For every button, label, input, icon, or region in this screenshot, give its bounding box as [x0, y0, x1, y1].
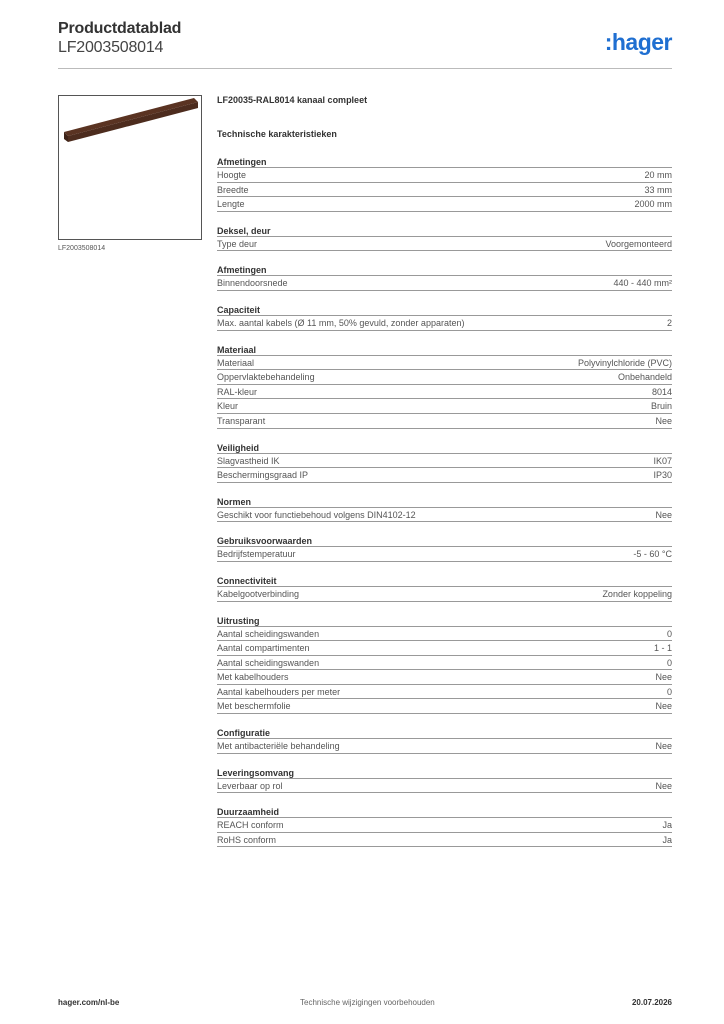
- spec-value: 33 mm: [644, 184, 672, 195]
- spec-value: 440 - 440 mm²: [613, 278, 672, 289]
- section-title: Connectiviteit: [217, 575, 672, 587]
- spec-label: Binnendoorsnede: [217, 278, 288, 289]
- spec-row: [217, 356, 672, 371]
- section-title: Uitrusting: [217, 615, 672, 627]
- spec-section: [217, 156, 672, 212]
- image-caption: LF2003508014: [58, 245, 106, 252]
- spec-label: Hoogte: [217, 170, 247, 180]
- spec-section: [217, 344, 672, 429]
- spec-section: [217, 615, 672, 715]
- spec-value: 20 mm: [644, 170, 672, 180]
- spec-row: [217, 237, 672, 252]
- spec-row: [217, 197, 672, 212]
- footer-note: Technische wijzigingen voorbehouden: [300, 998, 435, 1007]
- spec-value: 0: [666, 657, 672, 668]
- spec-section: [217, 442, 672, 483]
- spec-row: [217, 685, 672, 700]
- spec-label: Geschikt voor functiebehoud volgens DIN4102-12: [217, 509, 416, 520]
- spec-section: [217, 304, 672, 331]
- spec-value: Nee: [655, 741, 672, 752]
- spec-section: [217, 727, 672, 754]
- section-title: Capaciteit: [217, 304, 672, 316]
- spec-sections: [217, 156, 672, 847]
- spec-label: Aantal compartimenten: [217, 643, 310, 654]
- spec-label: Met kabelhouders: [217, 672, 289, 683]
- spec-label: Aantal kabelhouders per meter: [217, 686, 341, 697]
- spec-row: [217, 183, 672, 198]
- spec-row: [217, 370, 672, 385]
- spec-label: Kleur: [217, 401, 239, 412]
- spec-row: [217, 641, 672, 656]
- spec-row: [217, 454, 672, 469]
- spec-row: [217, 587, 672, 602]
- spec-label: Leverbaar op rol: [217, 780, 283, 791]
- spec-label: Max. aantal kabels (Ø 11 mm, 50% gevuld, zonder apparaten): [217, 317, 465, 328]
- spec-value: -5 - 60 °C: [633, 549, 672, 560]
- spec-row: [217, 833, 672, 848]
- spec-section: [217, 264, 672, 291]
- spec-value: Zonder koppeling: [602, 588, 672, 599]
- footer-date: 20.07.2026: [631, 998, 672, 1007]
- spec-value: 2000 mm: [634, 199, 672, 210]
- spec-value: 2: [666, 317, 672, 328]
- spec-value: Nee: [655, 672, 672, 683]
- section-title: Materiaal: [217, 344, 672, 356]
- cable-duct-illustration: [59, 96, 201, 239]
- spec-label: Met beschermfolie: [217, 701, 291, 712]
- tech-heading: Technische karakteristieken: [217, 129, 337, 139]
- spec-row: [217, 508, 672, 523]
- spec-value: 0: [666, 628, 672, 639]
- spec-label: Materiaal: [217, 357, 255, 368]
- spec-row: [217, 168, 672, 183]
- spec-value: Nee: [655, 701, 672, 712]
- spec-value: IK07: [653, 455, 672, 466]
- section-title: Configuratie: [217, 727, 672, 739]
- spec-row: [217, 276, 672, 291]
- spec-section: [217, 535, 672, 562]
- spec-label: Kabelgootverbinding: [217, 588, 300, 599]
- spec-value: 0: [666, 686, 672, 697]
- section-title: Normen: [217, 496, 672, 508]
- spec-row: [217, 739, 672, 754]
- spec-label: Slagvastheid IK: [217, 455, 280, 466]
- spec-label: Met antibacteriële behandeling: [217, 741, 340, 752]
- spec-row: [217, 670, 672, 685]
- section-title: Afmetingen: [217, 264, 672, 276]
- spec-row: [217, 468, 672, 483]
- spec-row: [217, 627, 672, 642]
- spec-label: Oppervlaktebehandeling: [217, 372, 315, 383]
- spec-label: Type deur: [217, 238, 258, 249]
- spec-label: RoHS conform: [217, 834, 277, 845]
- section-title: Duurzaamheid: [217, 806, 672, 818]
- spec-row: [217, 547, 672, 562]
- spec-value: Onbehandeld: [617, 372, 672, 383]
- spec-section: [217, 496, 672, 523]
- spec-value: Nee: [655, 509, 672, 520]
- spec-label: Aantal scheidingswanden: [217, 657, 320, 668]
- spec-label: Breedte: [217, 184, 249, 195]
- spec-section: [217, 806, 672, 847]
- spec-label: Lengte: [217, 199, 245, 210]
- spec-value: IP30: [653, 470, 672, 481]
- spec-label: REACH conform: [217, 820, 284, 831]
- section-title: Gebruiksvoorwaarden: [217, 535, 672, 547]
- spec-row: [217, 656, 672, 671]
- page-title: Productdatablad: [58, 20, 182, 37]
- spec-row: [217, 779, 672, 794]
- spec-label: Aantal scheidingswanden: [217, 628, 320, 639]
- spec-row: [217, 414, 672, 429]
- footer-website[interactable]: hager.com/nl-be: [58, 998, 120, 1007]
- spec-label: Transparant: [217, 415, 266, 426]
- spec-value: Polyvinylchloride (PVC): [577, 357, 672, 368]
- spec-value: Ja: [662, 834, 672, 845]
- section-title: Leveringsomvang: [217, 767, 672, 779]
- product-name: LF20035-RAL8014 kanaal compleet: [217, 95, 368, 105]
- spec-value: 8014: [651, 386, 672, 397]
- spec-row: [217, 385, 672, 400]
- spec-row: [217, 818, 672, 833]
- spec-section: [217, 767, 672, 794]
- spec-section: [217, 225, 672, 252]
- spec-label: RAL-kleur: [217, 386, 258, 397]
- header-divider: [58, 68, 672, 69]
- section-title: Deksel, deur: [217, 225, 672, 237]
- spec-content: [217, 95, 672, 847]
- article-number: LF2003508014: [58, 39, 164, 56]
- spec-section: [217, 575, 672, 602]
- page-header: [58, 20, 672, 70]
- spec-value: Ja: [662, 820, 672, 831]
- section-title: Veiligheid: [217, 442, 672, 454]
- spec-row: [217, 316, 672, 331]
- section-title: Afmetingen: [217, 156, 672, 168]
- product-image: [58, 95, 202, 240]
- spec-value: 1 - 1: [653, 643, 672, 654]
- spec-value: Bruin: [650, 401, 672, 412]
- spec-value: Nee: [655, 780, 672, 791]
- spec-value: Voorgemonteerd: [605, 238, 672, 249]
- spec-row: [217, 399, 672, 414]
- spec-label: Beschermingsgraad IP: [217, 470, 309, 481]
- hager-logo: :hager: [604, 29, 672, 55]
- spec-label: Bedrijfstemperatuur: [217, 549, 296, 560]
- spec-row: [217, 699, 672, 714]
- spec-value: Nee: [655, 415, 672, 426]
